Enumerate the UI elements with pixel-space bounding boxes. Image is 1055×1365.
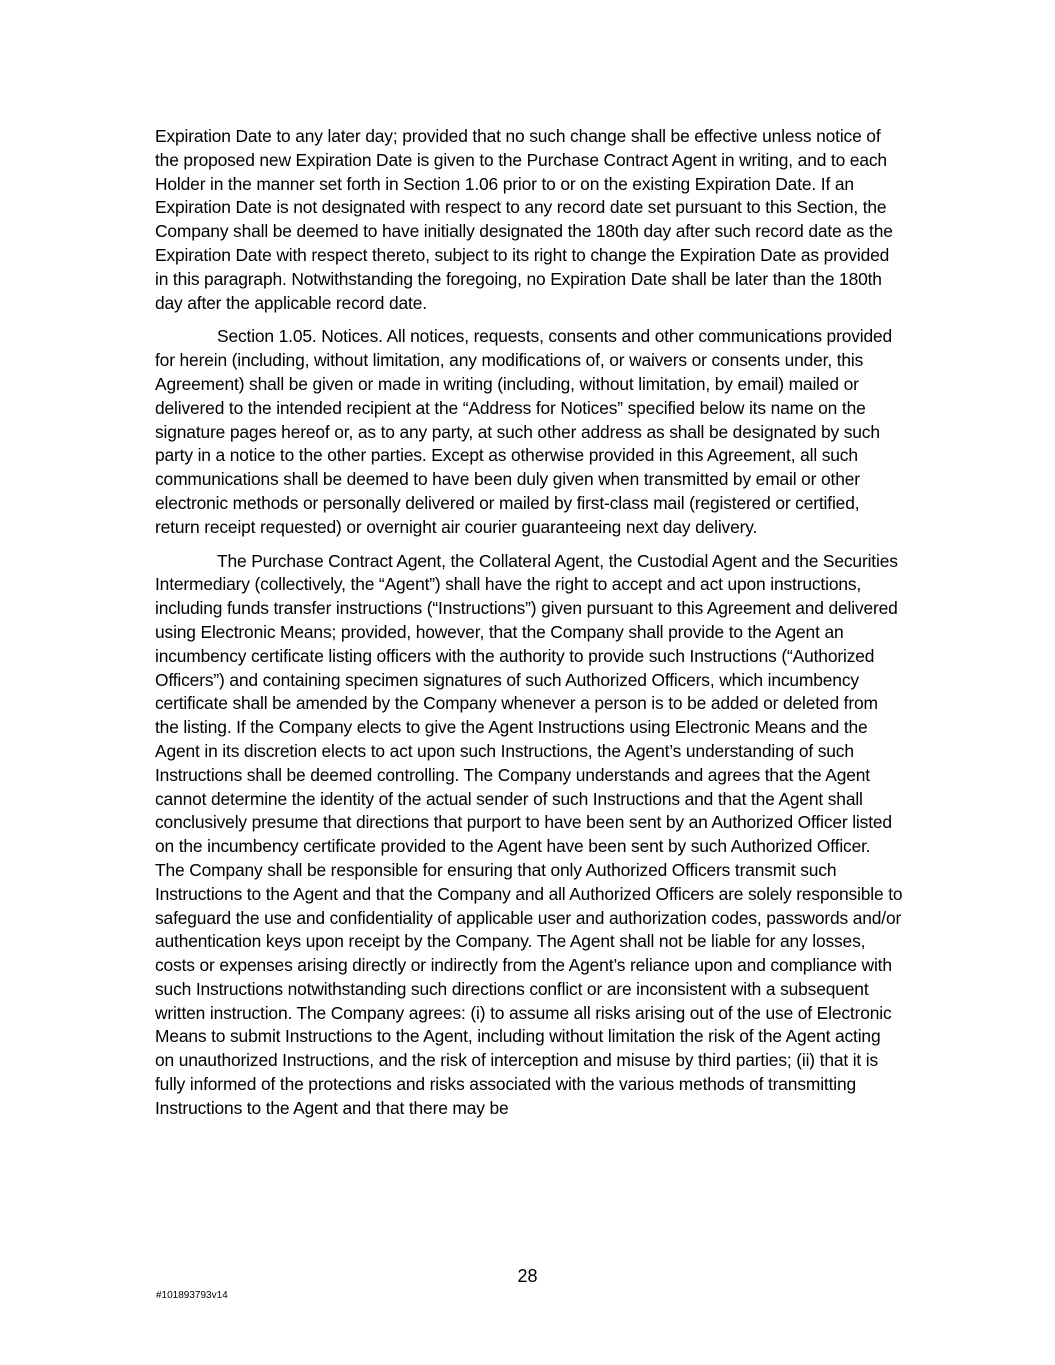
- document-id: #101893793v14: [156, 1290, 228, 1301]
- page-number: 28: [517, 1266, 538, 1286]
- document-body: [155, 125, 903, 1121]
- paragraph-expiration-date: Expiration Date to any later day; provided that no such change shall be effective unless notice of the proposed new Expiration Date is given to the Purchase Contract Agent in writing, and to each Holder in the manner set forth in Section 1.06 prior to or on the existing Expiration Date. If an Expiration Date is not designated with respect to any record date set pursuant to this Section, the Company shall be deemed to have initially designated the 180th day after such record date as the Expiration Date with respect thereto, subject to its right to change the Expiration Date as provided in this paragraph. Notwithstanding the foregoing, no Expiration Date shall be later than the 180th day after the applicable record date.: [155, 126, 893, 313]
- paragraph-electronic-instructions: The Purchase Contract Agent, the Collateral Agent, the Custodial Agent and the Securities Intermediary (collectively, the “Agent”) shall have the right to accept and act upon instructions, including funds transfer instructions (“Instructions”) given pursuant to this Agreement and delivered using Electronic Means; provided, however, that the Company shall provide to the Agent an incumbency certificate listing officers with the authority to provide such Instructions (“Authorized Officers”) and containing specimen signatures of such Authorized Officers, which incumbency certificate shall be amended by the Company whenever a person is to be added or deleted from the listing. If the Company elects to give the Agent Instructions using Electronic Means and the Agent in its discretion elects to act upon such Instructions, the Agent’s understanding of such Instructions shall be deemed controlling. The Company understands and agrees that the Agent cannot determine the identity of the actual sender of such Instructions and that the Agent shall conclusively presume that directions that purport to have been sent by an Authorized Officer listed on the incumbency certificate provided to the Agent have been sent by such Authorized Officer. The Company shall be responsible for ensuring that only Authorized Officers transmit such Instructions to the Agent and that the Company and all Authorized Officers are solely responsible to safeguard the use and confidentiality of applicable user and authorization codes, passwords and/or authentication keys upon receipt by the Company. The Agent shall not be liable for any losses, costs or expenses arising directly or indirectly from the Agent’s reliance upon and compliance with such Instructions notwithstanding such directions conflict or are inconsistent with a subsequent written instruction. The Company agrees: (i) to assume all risks arising out of the use of Electronic Means to submit Instructions to the Agent, including without limitation the risk of the Agent acting on unauthorized Instructions, and the risk of interception and misuse by third parties; (ii) that it is fully informed of the protections and risks associated with the various methods of transmitting Instructions to the Agent and that there may be: [155, 550, 903, 1118]
- paragraph-section-1-05-notices: Section 1.05. Notices. All notices, requests, consents and other communications provided for herein (including, without limitation, any modifications of, or waivers or consents under, this Agreement) shall be given or made in writing (including, without limitation, by email) mailed or delivered to the intended recipient at the “Address for Notices” specified below its name on the signature pages hereof or, as to any party, at such other address as shall be designated by such party in a notice to the other parties. Except as otherwise provided in this Agreement, all such communications shall be deemed to have been duly given when transmitted by email or other electronic methods or personally delivered or mailed by first-class mail (registered or certified, return receipt requested) or overnight air courier guaranteeing next day delivery.: [155, 326, 893, 537]
